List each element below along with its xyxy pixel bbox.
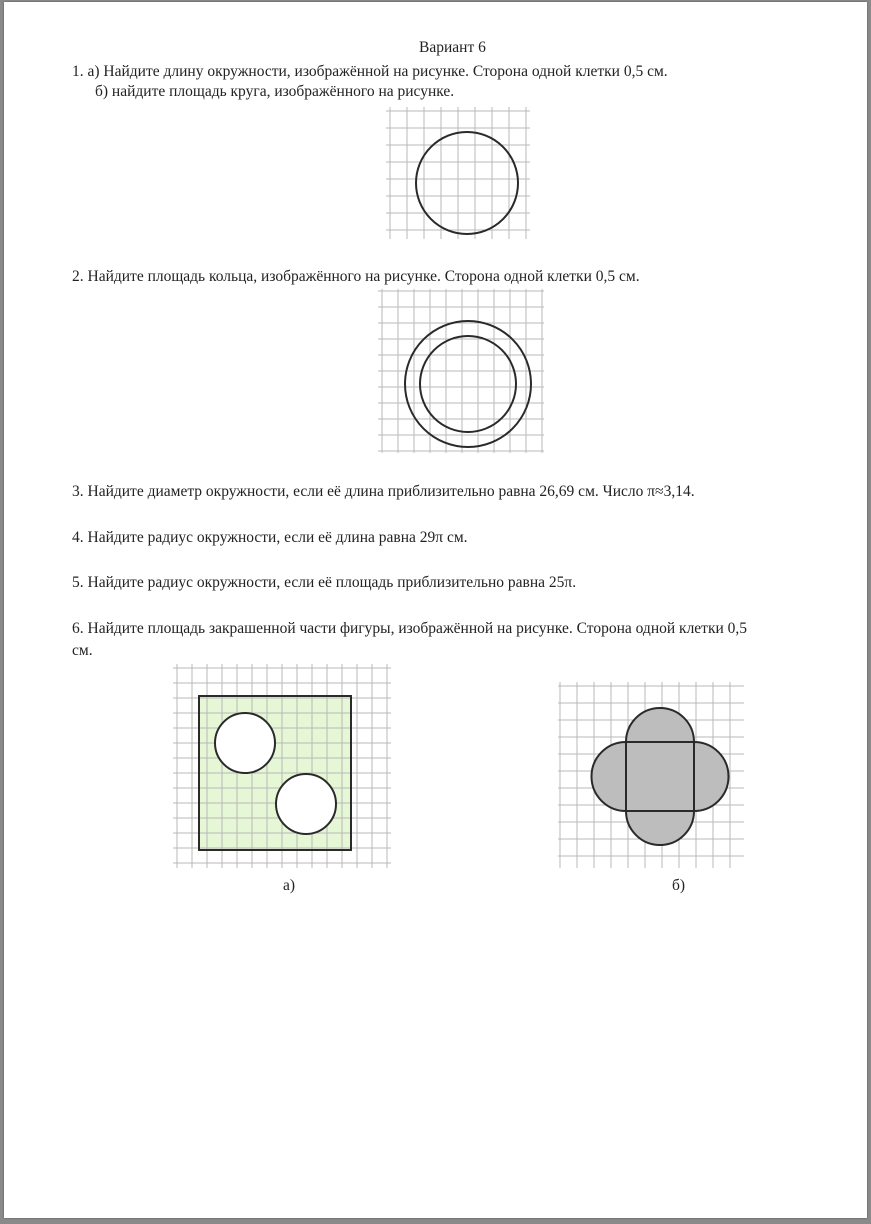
task-1b: б) найдите площадь круга, изображённого на рисунке. [95,83,455,100]
figure-6a-label: а) [283,877,296,894]
hole-circle-2 [276,774,336,834]
task-5: 5. Найдите радиус окружности, если её площадь приблизительно равна 25π. [72,574,577,591]
task-6-line-2: см. [72,642,93,659]
center-square [626,742,694,811]
grid [386,107,530,239]
shaded-figure [592,708,729,845]
left-semicircle [592,742,627,811]
grid [378,289,544,453]
task-3: 3. Найдите диаметр окружности, если её длина приблизительно равна 26,69 см. Число π≈3,14. [72,483,695,500]
outer-circle [405,321,531,447]
circle [416,132,518,234]
inner-circle [420,336,516,432]
figure-1-circle [384,103,534,241]
right-semicircle [694,742,729,811]
task-4: 4. Найдите радиус окружности, если её длина равна 29π см. [72,529,468,546]
figure-2-ring [374,287,546,455]
bottom-semicircle [626,811,694,845]
top-semicircle [626,708,694,742]
task-1a: 1. а) Найдите длину окружности, изображённой на рисунке. Сторона одной клетки 0,5 см. [72,63,668,80]
variant-title: Вариант 6 [419,39,486,56]
task-6-line-1: 6. Найдите площадь закрашенной части фигуры, изображённой на рисунке. Сторона одной клетки 0,5 [72,620,748,637]
hole-circle-1 [215,713,275,773]
figure-6b-label: б) [672,877,686,894]
task-2: 2. Найдите площадь кольца, изображённого на рисунке. Сторона одной клетки 0,5 см. [72,268,640,285]
figure-6b [556,680,746,870]
figure-6a [169,662,397,872]
worksheet-page [4,2,867,1218]
